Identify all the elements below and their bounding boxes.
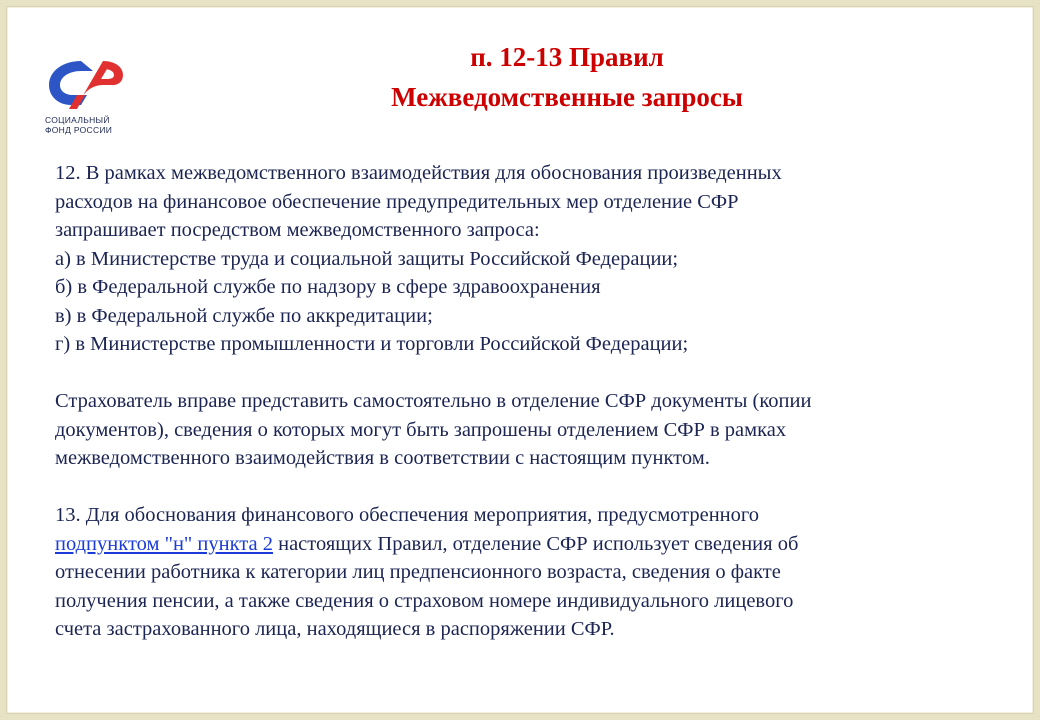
- insurer-line: межведомственного взаимодействия в соответствии с настоящим пунктом.: [55, 447, 710, 469]
- slide-title-line2: Межведомственные запросы: [391, 82, 743, 112]
- logo-caption: [45, 115, 112, 135]
- p13-line: отнесении работника к категории лиц предпенсионного возраста, сведения о факте: [55, 561, 781, 583]
- slide: [6, 6, 1034, 714]
- p12-item-a: а) в Министерстве труда и социальной защиты Российской Федерации;: [55, 247, 679, 270]
- p12-item-v: в) в Федеральной службе по аккредитации;: [55, 304, 433, 327]
- insurer-line: документов), сведения о которых могут быть запрошены отделением СФР в рамках: [55, 418, 787, 441]
- sfr-logo: [41, 55, 133, 145]
- p13-line-with-link: [55, 530, 1015, 559]
- p13-line: счета застрахованного лица, находящиеся в распоряжении СФР.: [55, 618, 615, 640]
- p12-item-b: б) в Федеральной службе по надзору в сфере здравоохранения: [55, 276, 601, 298]
- p12-item-g: г) в Министерстве промышленности и торговли Российской Федерации;: [55, 333, 689, 355]
- sfr-logo-icon: [41, 55, 133, 113]
- p12-line: запрашивает посредством межведомственного запроса:: [55, 219, 540, 241]
- slide-body: [55, 159, 1015, 644]
- p13-line: получения пенсии, а также сведения о страховом номере индивидуального лицевого: [55, 589, 794, 612]
- logo-caption-line1: СОЦИАЛЬНЫЙ: [45, 115, 110, 125]
- rule-reference-link[interactable]: подпунктом "н" пункта 2: [55, 532, 273, 555]
- p13-line: 13. Для обоснования финансового обеспечения мероприятия, предусмотренного: [55, 504, 760, 526]
- p12-line: 12. В рамках межведомственного взаимодействия для обоснования произведенных: [55, 162, 782, 184]
- slide-title-line1: п. 12-13 Правил: [470, 42, 664, 72]
- insurer-line: Страхователь вправе представить самостоятельно в отделение СФР документы (копии: [55, 390, 812, 412]
- paragraph-gap: [55, 473, 1015, 502]
- paragraph-gap: [55, 359, 1015, 388]
- logo-caption-line2: ФОНД РОССИИ: [45, 125, 113, 135]
- p13-line-text: настоящих Правил, отделение СФР использует сведения об: [272, 532, 799, 555]
- p12-line: расходов на финансовое обеспечение предупредительных мер отделение СФР: [55, 190, 739, 213]
